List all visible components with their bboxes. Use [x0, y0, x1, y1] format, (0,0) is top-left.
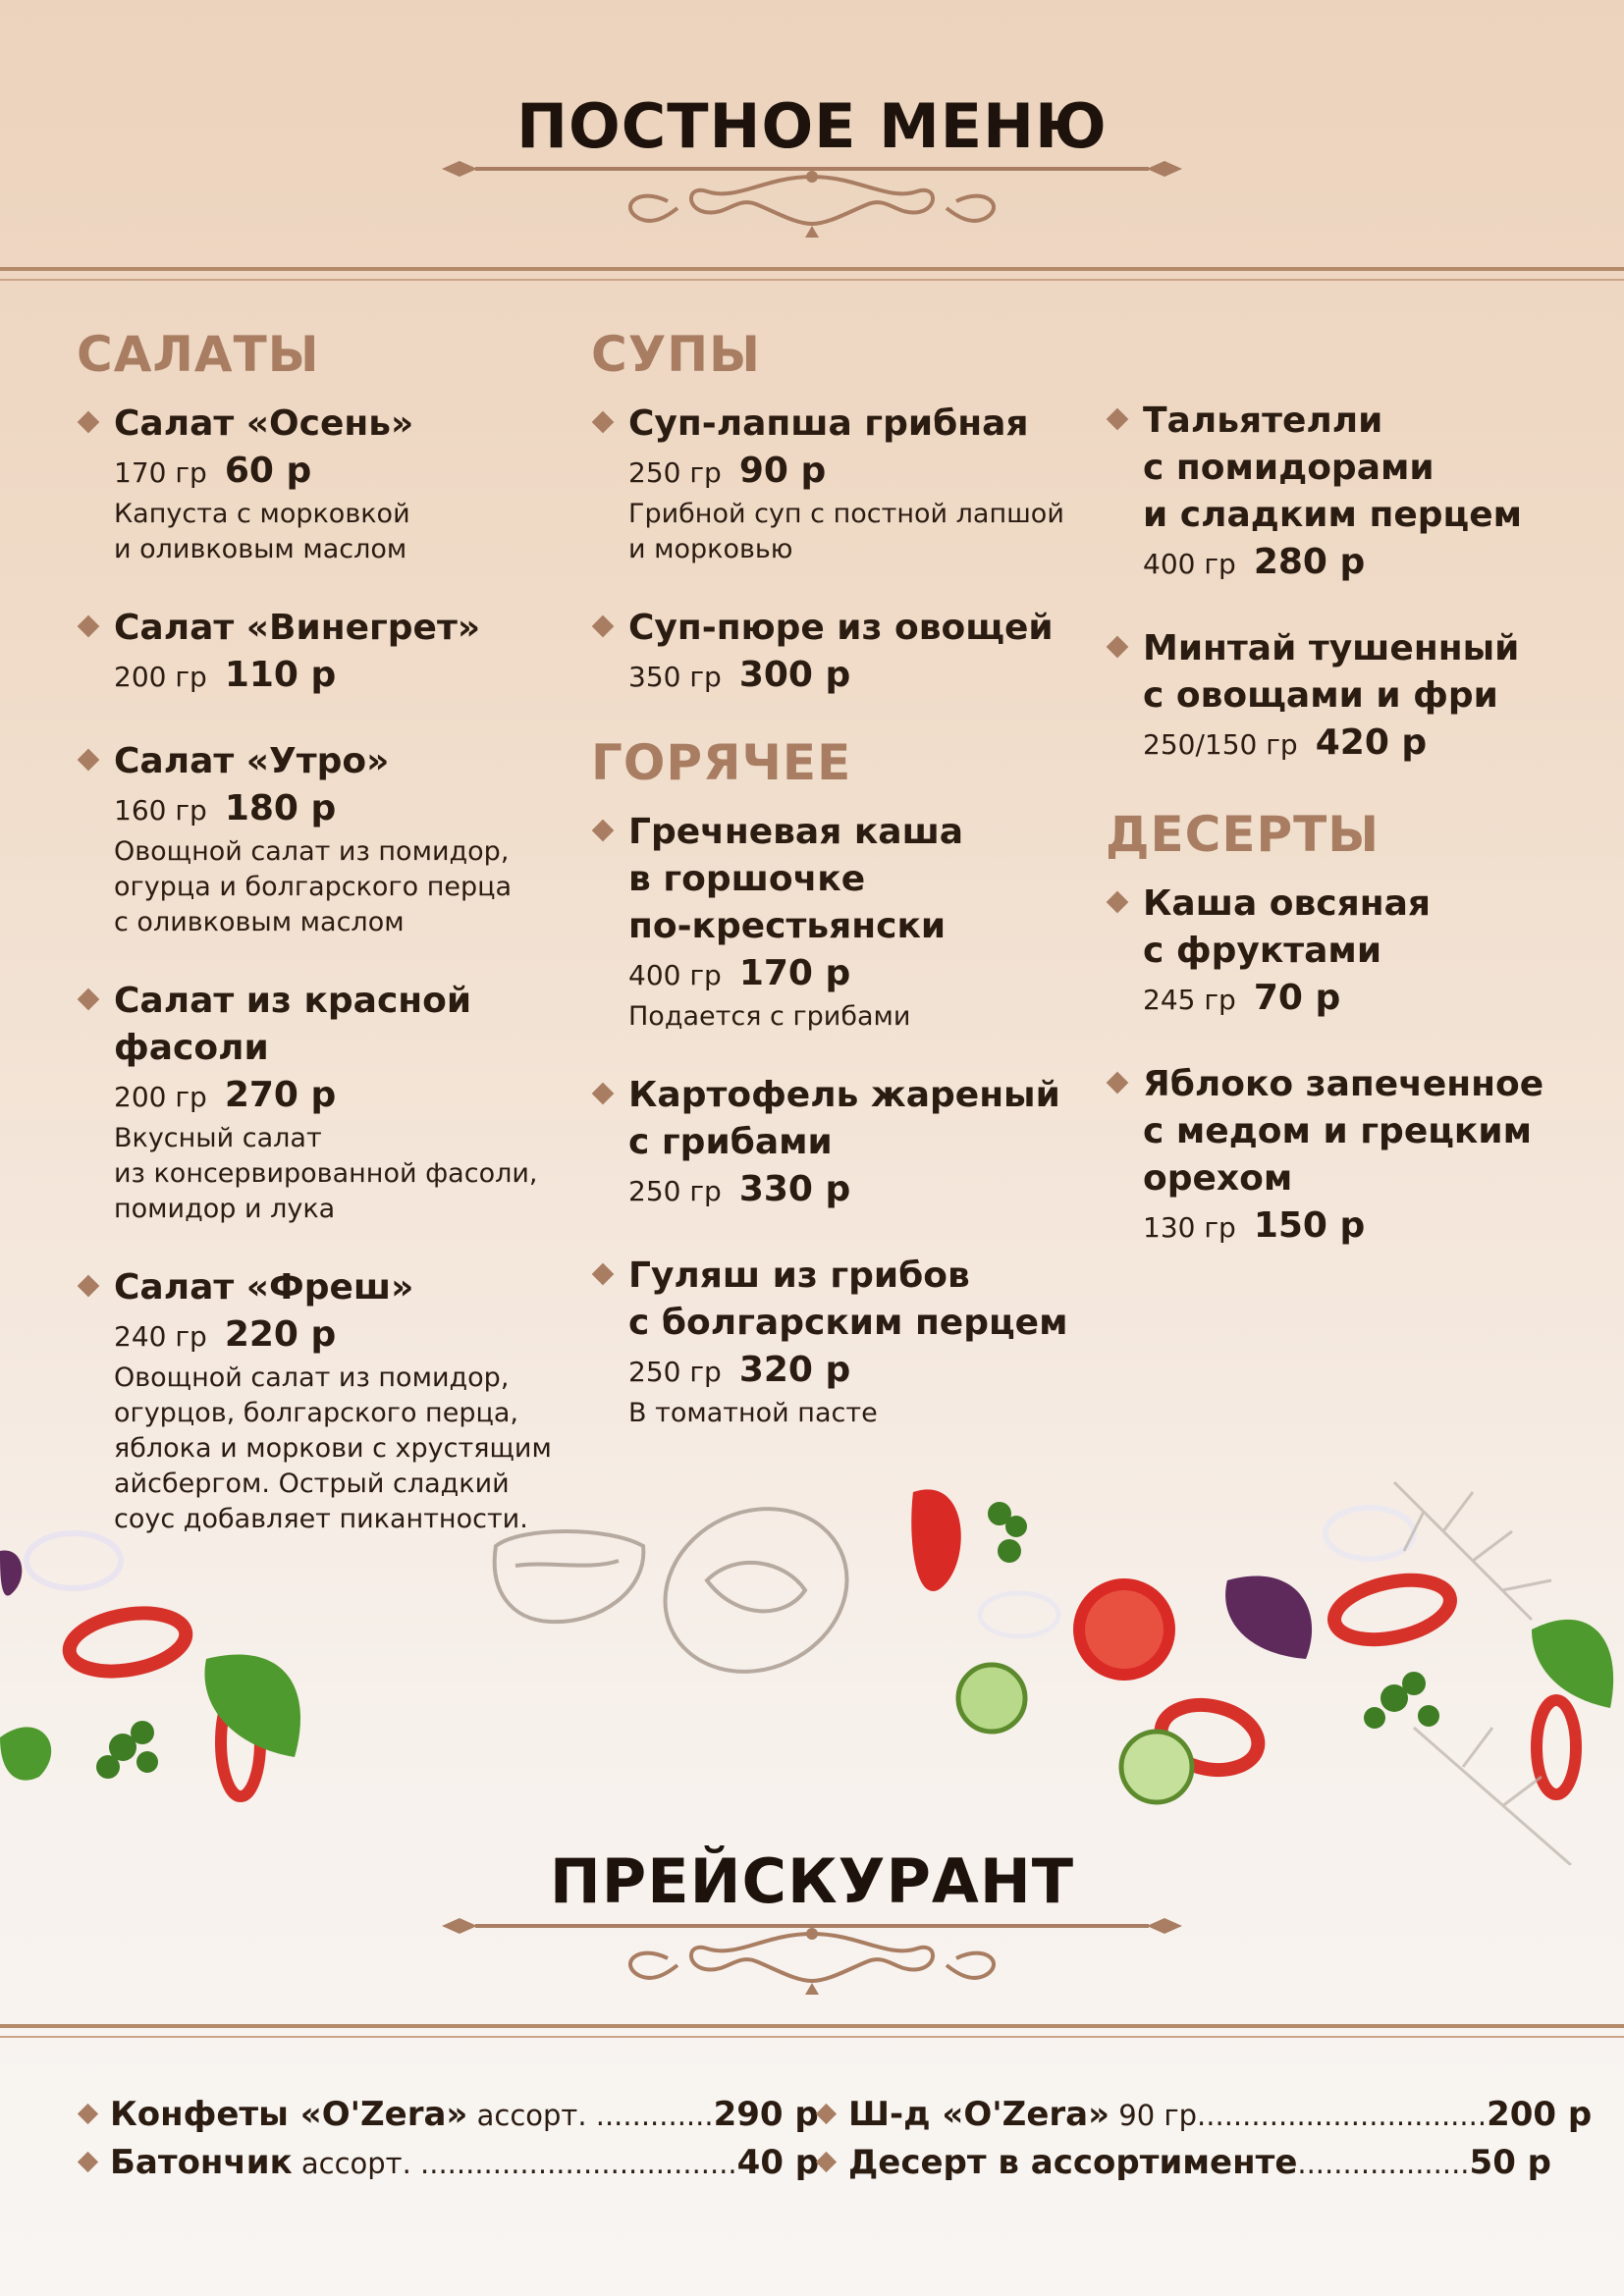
- dish-price: 330 р: [738, 1169, 851, 1209]
- section-title-salads: САЛАТЫ: [77, 326, 320, 383]
- desserts-list: [1106, 881, 1597, 1252]
- menu-item: [591, 1072, 1102, 1215]
- weight-price: [628, 950, 1102, 999]
- menu-item: [591, 809, 1102, 1035]
- hot-list: [591, 809, 1102, 1431]
- dish-name: Салат «Винегрет»: [114, 608, 481, 648]
- salads-list: [77, 400, 587, 1537]
- rule-bottom: [0, 2024, 1624, 2028]
- product-name: Десерт в ассортименте: [848, 2143, 1298, 2182]
- product-price: 50 р: [1469, 2143, 1552, 2182]
- menu-item: [77, 738, 587, 940]
- dish-description: помидор и лука: [114, 1194, 336, 1224]
- dish-weight: 200 гр: [114, 1081, 207, 1113]
- dish-description: из консервированной фасоли,: [114, 1158, 538, 1189]
- rule-top: [0, 267, 1624, 271]
- product-name: Батончик: [110, 2143, 293, 2182]
- leader-dots: ...............................: [1206, 2099, 1488, 2132]
- menu-item: [591, 1253, 1102, 1431]
- weight-price: [628, 1166, 1102, 1215]
- dish-name: Картофель жареный: [628, 1075, 1060, 1115]
- price-row: [77, 2091, 819, 2139]
- dish-name: с болгарским перцем: [628, 1303, 1068, 1343]
- dish-description: Овощной салат из помидор,: [114, 1362, 510, 1393]
- weight-price: [1143, 720, 1597, 769]
- product-name: Конфеты «O'Zera»: [110, 2095, 468, 2134]
- dish-description: соус добавляет пикантности.: [114, 1504, 528, 1534]
- dish-price: 170 р: [738, 953, 851, 993]
- dish-name: с медом и грецким: [1143, 1111, 1532, 1151]
- price-row: [815, 2139, 1592, 2187]
- dish-price: 150 р: [1253, 1205, 1366, 1246]
- price-row: [77, 2139, 819, 2187]
- section-title-soups: СУПЫ: [591, 326, 761, 383]
- weight-price: [114, 1311, 587, 1361]
- section-title-desserts: ДЕСЕРТЫ: [1106, 806, 1380, 863]
- dish-name: и сладким перцем: [1143, 495, 1523, 535]
- weight-price: [1143, 539, 1597, 588]
- dish-weight: 400 гр: [1143, 548, 1236, 580]
- dish-description: Овощной салат из помидор,: [114, 836, 510, 867]
- menu-item: [77, 978, 587, 1227]
- dish-name: с грибами: [628, 1122, 833, 1162]
- dish-description: и оливковым маслом: [114, 534, 407, 564]
- dish-price: 60 р: [224, 451, 312, 491]
- dish-name: Минтай тушенный: [1143, 628, 1520, 668]
- dish-description: Капуста с морковкой: [114, 499, 410, 529]
- dish-weight: 200 гр: [114, 661, 207, 693]
- dish-name: Салат «Фреш»: [114, 1267, 414, 1308]
- weight-price: [1143, 975, 1597, 1024]
- dish-price: 220 р: [224, 1314, 337, 1355]
- weight-price: [114, 448, 587, 497]
- hot-desserts-column: [1106, 398, 1597, 1289]
- dish-weight: 400 гр: [628, 959, 722, 991]
- dish-name: Гречневая каша: [628, 812, 964, 852]
- dish-price: 420 р: [1315, 722, 1428, 763]
- ornament-divider-top: [442, 147, 1182, 240]
- dish-price: 90 р: [738, 451, 827, 491]
- dish-weight: 130 гр: [1143, 1211, 1236, 1244]
- dish-price: 270 р: [224, 1075, 337, 1115]
- dish-price: 300 р: [738, 655, 851, 695]
- weight-price: [114, 785, 587, 834]
- dish-description: Подается с грибами: [628, 1001, 911, 1032]
- dish-price: 280 р: [1253, 542, 1366, 582]
- dish-name: Суп-лапша грибная: [628, 403, 1029, 444]
- dish-name: с овощами и фри: [1143, 675, 1498, 716]
- product-price: 290 р: [713, 2095, 819, 2134]
- dish-weight: 250 гр: [628, 1175, 722, 1207]
- dish-description: В томатной пасте: [628, 1398, 878, 1428]
- weight-price: [628, 448, 1102, 497]
- dish-name: орехом: [1143, 1158, 1293, 1199]
- page-title: ПОСТНОЕ МЕНЮ: [516, 90, 1108, 162]
- dish-name: Салат «Утро»: [114, 741, 390, 781]
- dish-name: по-крестьянски: [628, 906, 947, 946]
- product-note: ассорт.: [467, 2099, 596, 2132]
- dish-name: Салат из красной: [114, 981, 472, 1021]
- weight-price: [628, 652, 1102, 701]
- dish-price: 180 р: [224, 788, 337, 828]
- ornament-divider-bottom: [442, 1904, 1182, 1998]
- dish-name: Яблоко запеченное: [1143, 1064, 1544, 1104]
- dish-weight: 250 гр: [628, 1356, 722, 1388]
- rule-bottom-thin: [0, 2036, 1624, 2038]
- section-title-hot: ГОРЯЧЕЕ: [591, 734, 852, 791]
- dish-weight: 350 гр: [628, 661, 722, 693]
- dish-name: Салат «Осень»: [114, 403, 414, 444]
- menu-item: [591, 400, 1102, 567]
- dish-name: Гуляш из грибов: [628, 1255, 970, 1296]
- dish-name: Тальятелли: [1143, 400, 1383, 441]
- leader-dots: ...................................: [420, 2147, 737, 2180]
- dish-weight: 240 гр: [114, 1320, 207, 1353]
- product-price: 40 р: [736, 2143, 820, 2182]
- dish-price: 110 р: [224, 655, 337, 695]
- menu-item: [1106, 1061, 1597, 1252]
- dish-description: с оливковым маслом: [114, 907, 405, 937]
- dish-price: 320 р: [738, 1350, 851, 1390]
- pricelist-title: ПРЕЙСКУРАНТ: [549, 1845, 1075, 1917]
- weight-price: [1143, 1202, 1597, 1252]
- menu-item: [77, 605, 587, 701]
- dish-description: Вкусный салат: [114, 1123, 322, 1153]
- dish-name: в горшочке: [628, 859, 866, 899]
- dish-description: яблока и моркови с хрустящим: [114, 1433, 552, 1464]
- weight-price: [114, 1072, 587, 1121]
- soups-hot-column: [591, 326, 1102, 1468]
- weight-price: [628, 1347, 1102, 1396]
- dish-price: 70 р: [1253, 978, 1341, 1018]
- dish-name: с помидорами: [1143, 448, 1435, 488]
- product-note: ассорт.: [292, 2147, 421, 2180]
- dish-weight: 170 гр: [114, 456, 207, 489]
- menu-item: [591, 605, 1102, 701]
- menu-item: [77, 400, 587, 567]
- dish-name: с фруктами: [1143, 931, 1382, 971]
- dish-name: фасоли: [114, 1028, 269, 1068]
- dish-name: Каша овсяная: [1143, 883, 1432, 924]
- pricelist-left: [77, 2091, 819, 2187]
- dish-description: Грибной суп с постной лапшой: [628, 499, 1064, 529]
- product-note: 90 гр.: [1110, 2099, 1207, 2132]
- soups-list: [591, 400, 1102, 701]
- dish-description: и морковью: [628, 534, 793, 564]
- product-name: Ш-д «O'Zera»: [848, 2095, 1110, 2134]
- price-row: [815, 2091, 1592, 2139]
- menu-item: [1106, 398, 1597, 588]
- pricelist-right: [815, 2091, 1592, 2187]
- weight-price: [114, 652, 587, 701]
- vegetables-illustration: [0, 1453, 1624, 1865]
- dish-description: огурца и болгарского перца: [114, 872, 513, 902]
- menu-item: [1106, 881, 1597, 1024]
- hot-continued-list: [1106, 398, 1597, 769]
- dish-weight: 250 гр: [628, 456, 722, 489]
- dish-description: огурцов, болгарского перца,: [114, 1398, 518, 1428]
- product-price: 200 р: [1487, 2095, 1593, 2134]
- dish-weight: 250/150 гр: [1143, 728, 1298, 761]
- dish-weight: 245 гр: [1143, 984, 1236, 1016]
- leader-dots: ...................: [1297, 2147, 1470, 2180]
- dish-description: айсбергом. Острый сладкий: [114, 1468, 510, 1499]
- dish-name: Суп-пюре из овощей: [628, 608, 1054, 648]
- dish-weight: 160 гр: [114, 794, 207, 827]
- rule-top-thin: [0, 279, 1624, 281]
- leader-dots: .............: [595, 2099, 714, 2132]
- salads-column: [77, 326, 587, 1575]
- menu-item: [1106, 625, 1597, 769]
